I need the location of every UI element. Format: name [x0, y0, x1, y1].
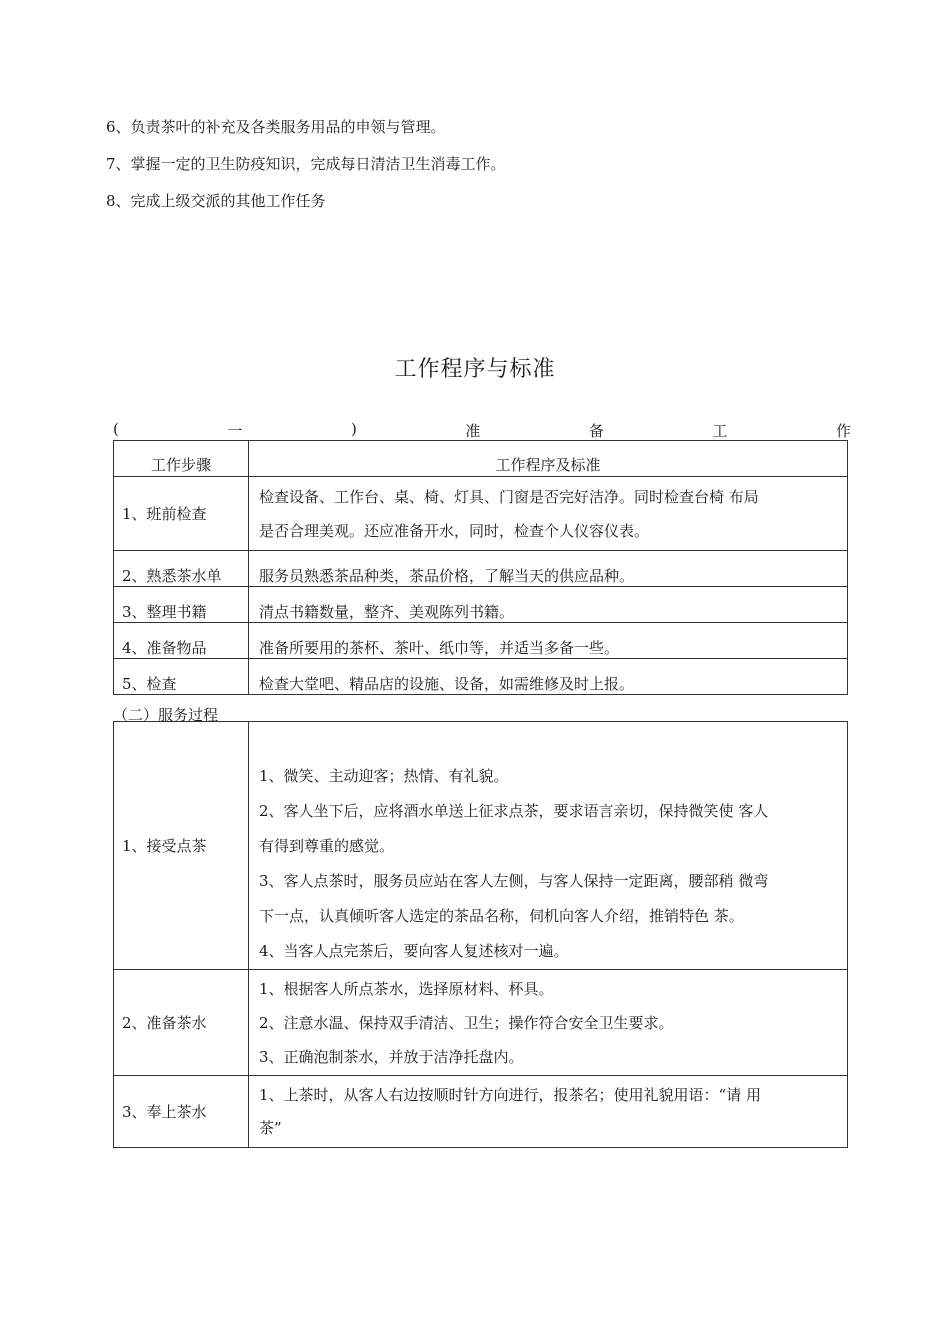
section-heading-preparation — [113, 420, 851, 441]
heading-char: ( — [113, 420, 119, 438]
standard-line: 4、当客人点完茶后，要向客人复述核对一遍。 — [259, 942, 569, 960]
table-row — [114, 722, 848, 970]
standard-cell — [249, 477, 848, 551]
step-cell: 1、班前检查 — [114, 477, 249, 551]
standard-cell — [249, 1076, 848, 1148]
standard-line: 下一点，认真倾听客人选定的茶品名称，伺机向客人介绍，推销特色 茶。 — [259, 907, 744, 925]
table-row — [114, 970, 848, 1076]
heading-char: ) — [350, 420, 357, 438]
standard-cell: 准备所要用的茶杯、茶叶、纸巾等，并适当多备一些。 — [249, 623, 848, 659]
section-heading-service: （二）服务过程 — [113, 706, 219, 724]
standard-line: 1、根据客人所点茶水，选择原材料、杯具。 — [259, 979, 554, 998]
heading-char: 备 — [588, 422, 604, 440]
column-header-step: 工作步骤 — [114, 441, 249, 477]
standard-line: 是否合理美观。还应准备开水，同时，检查个人仪容仪表。 — [259, 521, 650, 540]
step-cell: 3、奉上茶水 — [114, 1076, 249, 1148]
service-process-table — [113, 721, 848, 1148]
standard-line: 2、客人坐下后，应将酒水单送上征求点茶，要求语言亲切，保持微笑使 客人 — [259, 802, 769, 820]
duty-item-8: 8、完成上级交派的其他工作任务 — [106, 192, 326, 210]
standard-line: 检查设备、工作台、桌、椅、灯具、门窗是否完好洁净。同时检查台椅 布局 — [259, 487, 759, 506]
step-cell: 5、检查 — [114, 659, 249, 695]
table-row — [114, 551, 848, 587]
preparation-table — [113, 440, 848, 695]
standard-line: 2、注意水温、保持双手清洁、卫生；操作符合安全卫生要求。 — [259, 1013, 674, 1032]
standard-line: 1、上茶时，从客人右边按顺时针方向进行，报茶名；使用礼貌用语：“请 用 — [259, 1085, 761, 1104]
standard-cell: 清点书籍数量，整齐、美观陈列书籍。 — [249, 587, 848, 623]
table-header-row — [114, 441, 848, 477]
standard-line: 茶” — [259, 1118, 282, 1137]
standard-cell — [249, 970, 848, 1076]
heading-char: 作 — [835, 422, 851, 440]
table-row — [114, 587, 848, 623]
standard-line: 1、微笑、主动迎客；热情、有礼貌。 — [259, 767, 509, 785]
table-row — [114, 1076, 848, 1148]
standard-cell — [249, 722, 848, 970]
standard-line: 3、正确泡制茶水，并放于洁净托盘内。 — [259, 1047, 524, 1066]
standard-cell: 服务员熟悉茶品种类，茶品价格，了解当天的供应品种。 — [249, 551, 848, 587]
page-title: 工作程序与标准 — [394, 357, 556, 382]
heading-char: 准 — [465, 422, 481, 440]
standard-cell: 检查大堂吧、精品店的设施、设备，如需维修及时上报。 — [249, 659, 848, 695]
step-cell: 4、准备物品 — [114, 623, 249, 659]
heading-char: 工 — [712, 422, 728, 440]
step-cell: 3、整理书籍 — [114, 587, 249, 623]
table-row — [114, 659, 848, 695]
table-row — [114, 477, 848, 551]
duty-item-6: 6、负责茶叶的补充及各类服务用品的申领与管理。 — [106, 118, 446, 136]
step-cell: 2、熟悉茶水单 — [114, 551, 249, 587]
standard-line: 有得到尊重的感觉。 — [259, 837, 395, 855]
table-row — [114, 623, 848, 659]
heading-char: 一 — [227, 422, 243, 440]
duty-item-7: 7、掌握一定的卫生防疫知识，完成每日清洁卫生消毒工作。 — [106, 155, 506, 173]
step-cell: 1、接受点茶 — [114, 722, 249, 970]
column-header-standard: 工作程序及标准 — [249, 441, 848, 477]
standard-line: 3、客人点茶时，服务员应站在客人左侧，与客人保持一定距离，腰部稍 微弯 — [259, 872, 769, 890]
step-cell: 2、准备茶水 — [114, 970, 249, 1076]
